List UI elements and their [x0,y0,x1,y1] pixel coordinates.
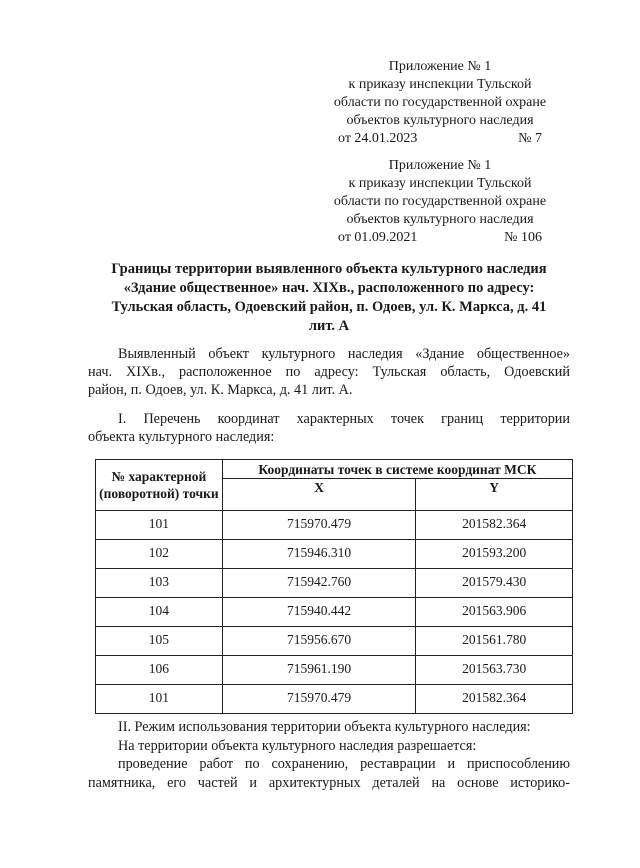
x-coordinate-cell: 715942.760 [222,569,416,598]
x-coordinate-cell: 715970.479 [222,685,416,714]
intro-line: нач. XIXв., расположенное по адресу: Тульская область, Одоевский [88,364,570,380]
appendix-block-2 [318,157,562,247]
appendix-line: области по государственной охране [333,95,547,110]
appendix-date: от 24.01.2023 [338,131,418,146]
document-title [88,260,570,336]
column-header-y: Y [416,479,573,511]
section1-line: I. Перечень координат характерных точек границ территории [118,411,570,427]
column-header-x: X [222,479,416,511]
section2-line: проведение работ по сохранению, реставрации и приспособлению [118,756,570,772]
table-row [96,598,573,627]
y-coordinate-cell: 201563.730 [416,656,573,685]
table-row [96,627,573,656]
y-coordinate-cell: 201582.364 [416,511,573,540]
title-line: лит. А [308,318,350,334]
point-number-cell: 103 [96,569,223,598]
table-row [96,511,573,540]
point-number-cell: 106 [96,656,223,685]
table-row [96,540,573,569]
appendix-block-1 [318,58,562,148]
appendix-line: к приказу инспекции Тульской [348,77,532,92]
column-header-point: № характерной (поворотной) точки [96,460,223,511]
point-number-cell: 105 [96,627,223,656]
point-number-cell: 104 [96,598,223,627]
y-coordinate-cell: 201561.780 [416,627,573,656]
appendix-date-row [318,130,562,148]
title-line: «Здание общественное» нач. XIXв., расположенного по адресу: [123,280,535,296]
title-line: Границы территории выявленного объекта культурного наследия [111,261,547,277]
y-coordinate-cell: 201579.430 [416,569,573,598]
appendix-heading: Приложение № 1 [388,158,492,173]
coordinates-table [95,459,573,714]
x-coordinate-cell: 715970.479 [222,511,416,540]
section1-heading [88,410,570,446]
appendix-number: № 7 [518,131,542,146]
appendix-line: объектов культурного наследия [346,113,534,128]
point-number-cell: 102 [96,540,223,569]
point-number-cell: 101 [96,685,223,714]
appendix-number: № 106 [504,230,542,245]
y-coordinate-cell: 201563.906 [416,598,573,627]
appendix-date-row [318,229,562,247]
y-coordinate-cell: 201582.364 [416,685,573,714]
section1-line: объекта культурного наследия: [88,429,275,445]
point-number-cell: 101 [96,511,223,540]
appendix-date: от 01.09.2021 [338,230,418,245]
intro-paragraph [88,345,570,399]
title-line: Тульская область, Одоевский район, п. Одоев, ул. К. Маркса, д. 41 [111,299,547,315]
intro-line: район, п. Одоев, ул. К. Маркса, д. 41 лит. А. [88,382,353,398]
appendix-line: к приказу инспекции Тульской [348,176,532,191]
appendix-heading: Приложение № 1 [388,59,492,74]
x-coordinate-cell: 715946.310 [222,540,416,569]
table-row [96,656,573,685]
x-coordinate-cell: 715940.442 [222,598,416,627]
section2-line: На территории объекта культурного наследия разрешается: [118,737,477,754]
section2-heading: II. Режим использования территории объекта культурного наследия: [118,719,531,735]
table-row [96,569,573,598]
x-coordinate-cell: 715956.670 [222,627,416,656]
table-row [96,685,573,714]
column-header-coordinates: Координаты точек в системе координат МСК [222,460,572,479]
intro-line: Выявленный объект культурного наследия «Здание общественное» [118,346,570,362]
appendix-line: объектов культурного наследия [346,212,534,227]
section2-block [88,718,570,792]
section2-line: памятника, его частей и архитектурных деталей на основе историко- [88,774,570,791]
appendix-line: области по государственной охране [333,194,547,209]
x-coordinate-cell: 715961.190 [222,656,416,685]
y-coordinate-cell: 201593.200 [416,540,573,569]
